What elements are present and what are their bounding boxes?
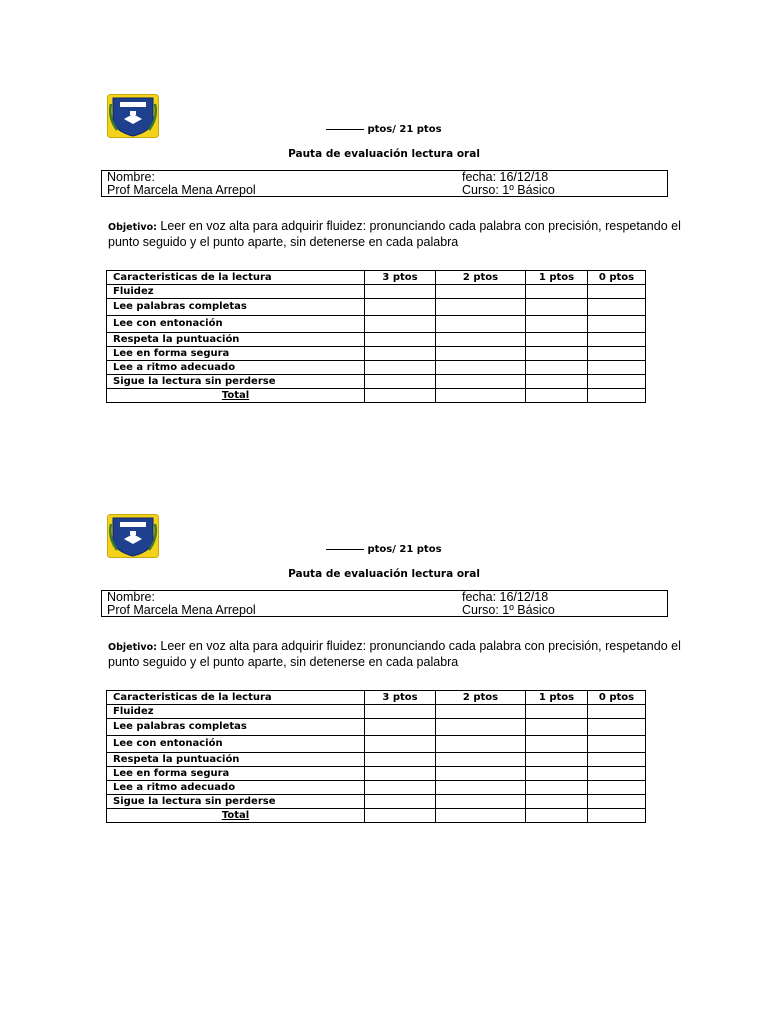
row-label: Lee con entonación xyxy=(107,316,365,333)
score-cell[interactable] xyxy=(436,719,526,736)
total-cell[interactable] xyxy=(365,389,436,403)
score-cell[interactable] xyxy=(526,736,588,753)
rubric-table xyxy=(106,270,646,403)
date-text: fecha: 16/12/18 xyxy=(462,170,549,184)
score-cell[interactable] xyxy=(526,299,588,316)
total-cell[interactable] xyxy=(436,389,526,403)
score-line xyxy=(0,544,768,555)
total-cell[interactable] xyxy=(526,809,588,823)
score-cell[interactable] xyxy=(365,705,436,719)
table-row xyxy=(107,736,646,753)
score-cell[interactable] xyxy=(365,299,436,316)
table-row xyxy=(107,781,646,795)
score-cell[interactable] xyxy=(588,719,646,736)
score-cell[interactable] xyxy=(588,316,646,333)
score-cell[interactable] xyxy=(436,285,526,299)
objective-text: Leer en voz alta para adquirir fluidez: pronunciando cada palabra con precisión, respetando el punto seguido y el punto aparte, sin detenerse en cada palabra xyxy=(108,219,681,249)
total-label: Total xyxy=(107,809,365,823)
score-cell[interactable] xyxy=(588,375,646,389)
table-row xyxy=(107,375,646,389)
score-cell[interactable] xyxy=(526,347,588,361)
objective-label: Objetivo: xyxy=(108,642,157,653)
table-row xyxy=(107,719,646,736)
objective-paragraph xyxy=(108,219,688,249)
header-3-ptos: 3 ptos xyxy=(365,691,436,705)
score-cell[interactable] xyxy=(436,705,526,719)
score-cell[interactable] xyxy=(526,719,588,736)
row-label: Lee en forma segura xyxy=(107,347,365,361)
total-cell[interactable] xyxy=(365,809,436,823)
row-label: Lee palabras completas xyxy=(107,299,365,316)
document-title: Pauta de evaluación lectura oral xyxy=(288,568,480,580)
score-cell[interactable] xyxy=(526,705,588,719)
score-cell[interactable] xyxy=(365,375,436,389)
score-cell[interactable] xyxy=(588,736,646,753)
objective-text: Leer en voz alta para adquirir fluidez: pronunciando cada palabra con precisión, respetando el punto seguido y el punto aparte, sin detenerse en cada palabra xyxy=(108,639,681,669)
row-label: Sigue la lectura sin perderse xyxy=(107,375,365,389)
score-cell[interactable] xyxy=(588,753,646,767)
table-total-row xyxy=(107,389,646,403)
row-label: Lee a ritmo adecuado xyxy=(107,361,365,375)
evaluation-sheet-2 xyxy=(0,420,768,840)
score-total: ptos/ 21 ptos xyxy=(367,544,442,555)
header-characteristics: Caracteristicas de la lectura xyxy=(107,691,365,705)
score-cell[interactable] xyxy=(526,795,588,809)
score-cell[interactable] xyxy=(365,347,436,361)
header-2-ptos: 2 ptos xyxy=(436,691,526,705)
header-1-ptos: 1 ptos xyxy=(526,691,588,705)
total-label: Total xyxy=(107,389,365,403)
score-cell[interactable] xyxy=(365,285,436,299)
score-cell[interactable] xyxy=(588,781,646,795)
score-blank[interactable] xyxy=(326,129,364,130)
score-cell[interactable] xyxy=(436,333,526,347)
objective-label: Objetivo: xyxy=(108,222,157,233)
document-title: Pauta de evaluación lectura oral xyxy=(288,148,480,160)
table-row xyxy=(107,347,646,361)
student-info-box xyxy=(101,170,668,197)
total-cell[interactable] xyxy=(526,389,588,403)
row-label: Respeta la puntuación xyxy=(107,753,365,767)
table-row xyxy=(107,316,646,333)
total-cell[interactable] xyxy=(436,809,526,823)
row-label: Lee en forma segura xyxy=(107,767,365,781)
name-label: Nombre: xyxy=(107,170,155,184)
row-label: Fluidez xyxy=(107,705,365,719)
score-cell[interactable] xyxy=(526,316,588,333)
score-cell[interactable] xyxy=(436,361,526,375)
score-cell[interactable] xyxy=(365,719,436,736)
table-row xyxy=(107,333,646,347)
score-cell[interactable] xyxy=(436,347,526,361)
score-cell[interactable] xyxy=(436,753,526,767)
header-2-ptos: 2 ptos xyxy=(436,271,526,285)
objective-paragraph xyxy=(108,639,688,669)
score-total: ptos/ 21 ptos xyxy=(367,124,442,135)
row-label: Respeta la puntuación xyxy=(107,333,365,347)
table-row xyxy=(107,795,646,809)
score-blank[interactable] xyxy=(326,549,364,550)
row-label: Lee a ritmo adecuado xyxy=(107,781,365,795)
row-label: Fluidez xyxy=(107,285,365,299)
table-row xyxy=(107,361,646,375)
teacher-name: Prof Marcela Mena Arrepol xyxy=(107,183,256,197)
header-0-ptos: 0 ptos xyxy=(588,271,646,285)
header-0-ptos: 0 ptos xyxy=(588,691,646,705)
table-row xyxy=(107,285,646,299)
score-cell[interactable] xyxy=(365,736,436,753)
student-info-box xyxy=(101,590,668,617)
total-cell[interactable] xyxy=(588,809,646,823)
score-cell[interactable] xyxy=(365,333,436,347)
score-cell[interactable] xyxy=(588,285,646,299)
score-cell[interactable] xyxy=(526,333,588,347)
table-header-row xyxy=(107,271,646,285)
score-cell[interactable] xyxy=(526,753,588,767)
score-line xyxy=(0,124,768,135)
table-header-row xyxy=(107,691,646,705)
course-text: Curso: 1º Básico xyxy=(462,603,555,617)
rubric-table xyxy=(106,690,646,823)
score-cell[interactable] xyxy=(436,795,526,809)
score-cell[interactable] xyxy=(436,375,526,389)
evaluation-sheet-1 xyxy=(0,0,768,420)
score-cell[interactable] xyxy=(365,795,436,809)
row-label: Lee con entonación xyxy=(107,736,365,753)
score-cell[interactable] xyxy=(588,347,646,361)
score-cell[interactable] xyxy=(436,316,526,333)
score-cell[interactable] xyxy=(365,767,436,781)
score-cell[interactable] xyxy=(365,753,436,767)
name-label: Nombre: xyxy=(107,590,155,604)
score-cell[interactable] xyxy=(526,375,588,389)
score-cell[interactable] xyxy=(588,705,646,719)
score-cell[interactable] xyxy=(365,361,436,375)
header-characteristics: Caracteristicas de la lectura xyxy=(107,271,365,285)
header-1-ptos: 1 ptos xyxy=(526,271,588,285)
score-cell[interactable] xyxy=(588,767,646,781)
score-cell[interactable] xyxy=(526,361,588,375)
total-cell[interactable] xyxy=(588,389,646,403)
score-cell[interactable] xyxy=(436,781,526,795)
date-text: fecha: 16/12/18 xyxy=(462,590,549,604)
score-cell[interactable] xyxy=(588,299,646,316)
table-row xyxy=(107,767,646,781)
score-cell[interactable] xyxy=(588,361,646,375)
row-label: Lee palabras completas xyxy=(107,719,365,736)
score-cell[interactable] xyxy=(365,316,436,333)
score-cell[interactable] xyxy=(436,767,526,781)
course-text: Curso: 1º Básico xyxy=(462,183,555,197)
header-3-ptos: 3 ptos xyxy=(365,271,436,285)
score-cell[interactable] xyxy=(588,333,646,347)
table-row xyxy=(107,299,646,316)
score-cell[interactable] xyxy=(526,285,588,299)
score-cell[interactable] xyxy=(526,767,588,781)
row-label: Sigue la lectura sin perderse xyxy=(107,795,365,809)
score-cell[interactable] xyxy=(588,795,646,809)
score-cell[interactable] xyxy=(436,736,526,753)
score-cell[interactable] xyxy=(526,781,588,795)
score-cell[interactable] xyxy=(365,781,436,795)
score-cell[interactable] xyxy=(436,299,526,316)
table-row xyxy=(107,705,646,719)
table-total-row xyxy=(107,809,646,823)
table-row xyxy=(107,753,646,767)
teacher-name: Prof Marcela Mena Arrepol xyxy=(107,603,256,617)
